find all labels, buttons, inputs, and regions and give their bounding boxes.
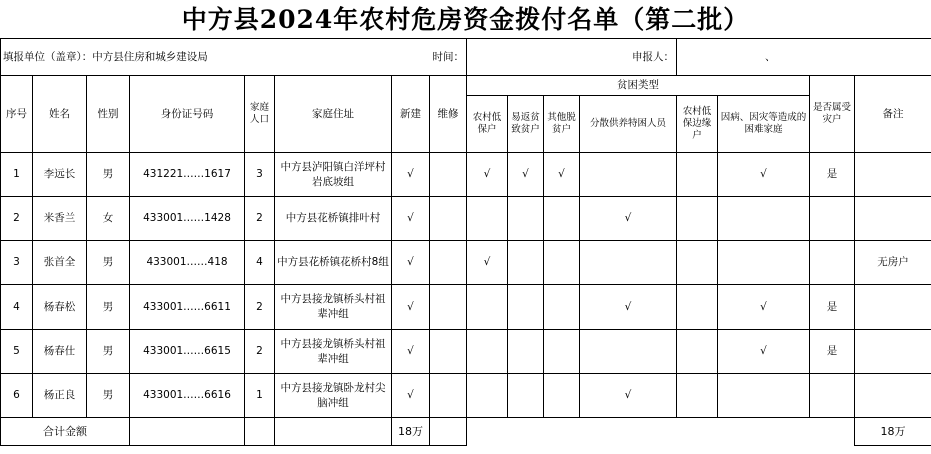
cell-disaster <box>810 197 855 241</box>
cell-remark <box>855 197 931 241</box>
header-row-1 <box>1 76 931 96</box>
cell-p6 <box>718 374 810 418</box>
cell-repair <box>430 330 467 374</box>
cell-remark <box>855 285 931 330</box>
cell-disaster <box>810 374 855 418</box>
col-header-hardship: 因病、因灾等造成的困难家庭 <box>718 96 810 153</box>
cell-disaster: 是 <box>810 285 855 330</box>
table-row <box>1 374 931 418</box>
cell-p1: √ <box>467 241 508 285</box>
total-cell <box>130 418 245 446</box>
col-header-new-build: 新建 <box>392 76 430 153</box>
cell-p6: √ <box>718 330 810 374</box>
cell-population: 4 <box>245 241 275 285</box>
allocation-table <box>0 38 931 446</box>
cell-p5 <box>677 241 718 285</box>
col-header-name: 姓名 <box>33 76 87 153</box>
cell-repair <box>430 153 467 197</box>
cell-p4 <box>580 241 677 285</box>
time-label: 时间： <box>392 39 467 76</box>
cell-p2: √ <box>508 153 544 197</box>
cell-p6 <box>718 197 810 241</box>
info-row <box>1 39 931 76</box>
cell-p3 <box>544 197 580 241</box>
cell-p5 <box>677 285 718 330</box>
cell-name: 杨春松 <box>33 285 87 330</box>
cell-address: 中方县接龙镇桥头村祖辈冲组 <box>275 330 392 374</box>
col-header-poverty-risk: 易返贫致贫户 <box>508 96 544 153</box>
cell-p5 <box>677 153 718 197</box>
cell-p6 <box>718 241 810 285</box>
col-header-disaster: 是否属受灾户 <box>810 76 855 153</box>
cell-p4 <box>580 330 677 374</box>
cell-gender: 男 <box>87 330 130 374</box>
cell-address: 中方县接龙镇卧龙村尖脑冲组 <box>275 374 392 418</box>
cell-p2 <box>508 374 544 418</box>
cell-gender: 男 <box>87 153 130 197</box>
total-cell <box>245 418 275 446</box>
cell-new-build: √ <box>392 241 430 285</box>
table-row <box>1 153 931 197</box>
col-header-population: 家庭人口 <box>245 76 275 153</box>
cell-address: 中方县花桥镇排叶村 <box>275 197 392 241</box>
cell-repair <box>430 374 467 418</box>
col-header-poverty-type: 贫困类型 <box>467 76 810 96</box>
col-header-gender: 性别 <box>87 76 130 153</box>
cell-p2 <box>508 330 544 374</box>
cell-p6: √ <box>718 153 810 197</box>
total-remark: 18万 <box>855 418 931 446</box>
cell-disaster: 是 <box>810 153 855 197</box>
total-cell <box>275 418 392 446</box>
total-label: 合计金额 <box>1 418 130 446</box>
reporting-unit: 填报单位（盖章）：中方县住房和城乡建设局 <box>1 39 392 76</box>
cell-p4: √ <box>580 374 677 418</box>
cell-remark <box>855 153 931 197</box>
cell-p1 <box>467 197 508 241</box>
cell-gender: 男 <box>87 285 130 330</box>
cell-p2 <box>508 197 544 241</box>
reporter-label: 申报人： <box>467 39 677 76</box>
cell-p3 <box>544 330 580 374</box>
cell-p5 <box>677 197 718 241</box>
col-header-special-support: 分散供养特困人员 <box>580 96 677 153</box>
cell-id: 431221……1617 <box>130 153 245 197</box>
cell-p4: √ <box>580 285 677 330</box>
cell-p1 <box>467 285 508 330</box>
total-row <box>1 418 931 446</box>
cell-p1 <box>467 330 508 374</box>
cell-name: 杨春仕 <box>33 330 87 374</box>
cell-id: 433001……418 <box>130 241 245 285</box>
total-new-build: 18万 <box>392 418 430 446</box>
cell-name: 李远长 <box>33 153 87 197</box>
cell-population: 2 <box>245 285 275 330</box>
col-header-low-income-edge: 农村低保边缘户 <box>677 96 718 153</box>
cell-p5 <box>677 330 718 374</box>
cell-remark <box>855 330 931 374</box>
cell-new-build: √ <box>392 285 430 330</box>
cell-p4 <box>580 153 677 197</box>
col-header-repair: 维修 <box>430 76 467 153</box>
cell-id: 433001……6615 <box>130 330 245 374</box>
cell-id: 433001……6611 <box>130 285 245 330</box>
cell-new-build: √ <box>392 374 430 418</box>
col-header-remark: 备注 <box>855 76 931 153</box>
reporter-mark: 、 <box>765 50 776 63</box>
cell-p6: √ <box>718 285 810 330</box>
table-body <box>1 153 931 418</box>
cell-address: 中方县泸阳镇白洋坪村岩底坡组 <box>275 153 392 197</box>
cell-repair <box>430 285 467 330</box>
cell-p4: √ <box>580 197 677 241</box>
cell-id: 433001……1428 <box>130 197 245 241</box>
document-title: 中方县2024年农村危房资金拨付名单（第二批） <box>181 5 750 34</box>
table-row <box>1 330 931 374</box>
cell-p3 <box>544 241 580 285</box>
cell-p5 <box>677 374 718 418</box>
cell-p3 <box>544 374 580 418</box>
table-row <box>1 241 931 285</box>
cell-seq: 4 <box>1 285 33 330</box>
cell-population: 2 <box>245 330 275 374</box>
col-header-low-income: 农村低保户 <box>467 96 508 153</box>
total-cell <box>430 418 467 446</box>
cell-population: 3 <box>245 153 275 197</box>
cell-seq: 5 <box>1 330 33 374</box>
cell-address: 中方县花桥镇花桥村8组 <box>275 241 392 285</box>
cell-disaster: 是 <box>810 330 855 374</box>
cell-seq: 2 <box>1 197 33 241</box>
col-header-address: 家庭住址 <box>275 76 392 153</box>
cell-name: 杨正良 <box>33 374 87 418</box>
cell-p3: √ <box>544 153 580 197</box>
total-blank <box>467 418 855 446</box>
cell-gender: 男 <box>87 374 130 418</box>
cell-id: 433001……6616 <box>130 374 245 418</box>
cell-name: 米香兰 <box>33 197 87 241</box>
cell-p3 <box>544 285 580 330</box>
col-header-seq: 序号 <box>1 76 33 153</box>
cell-repair <box>430 241 467 285</box>
cell-name: 张首全 <box>33 241 87 285</box>
cell-population: 2 <box>245 197 275 241</box>
cell-p1 <box>467 374 508 418</box>
cell-gender: 女 <box>87 197 130 241</box>
cell-seq: 1 <box>1 153 33 197</box>
cell-population: 1 <box>245 374 275 418</box>
cell-seq: 3 <box>1 241 33 285</box>
cell-new-build: √ <box>392 330 430 374</box>
cell-p2 <box>508 285 544 330</box>
cell-new-build: √ <box>392 153 430 197</box>
table-row <box>1 285 931 330</box>
cell-remark: 无房户 <box>855 241 931 285</box>
cell-disaster <box>810 241 855 285</box>
col-header-id: 身份证号码 <box>130 76 245 153</box>
cell-address: 中方县接龙镇桥头村祖辈冲组 <box>275 285 392 330</box>
cell-repair <box>430 197 467 241</box>
table-row <box>1 197 931 241</box>
cell-new-build: √ <box>392 197 430 241</box>
cell-remark <box>855 374 931 418</box>
col-header-other-poverty-exit: 其他脱贫户 <box>544 96 580 153</box>
reporter-value <box>677 39 931 76</box>
cell-p1: √ <box>467 153 508 197</box>
cell-gender: 男 <box>87 241 130 285</box>
cell-p2 <box>508 241 544 285</box>
cell-seq: 6 <box>1 374 33 418</box>
